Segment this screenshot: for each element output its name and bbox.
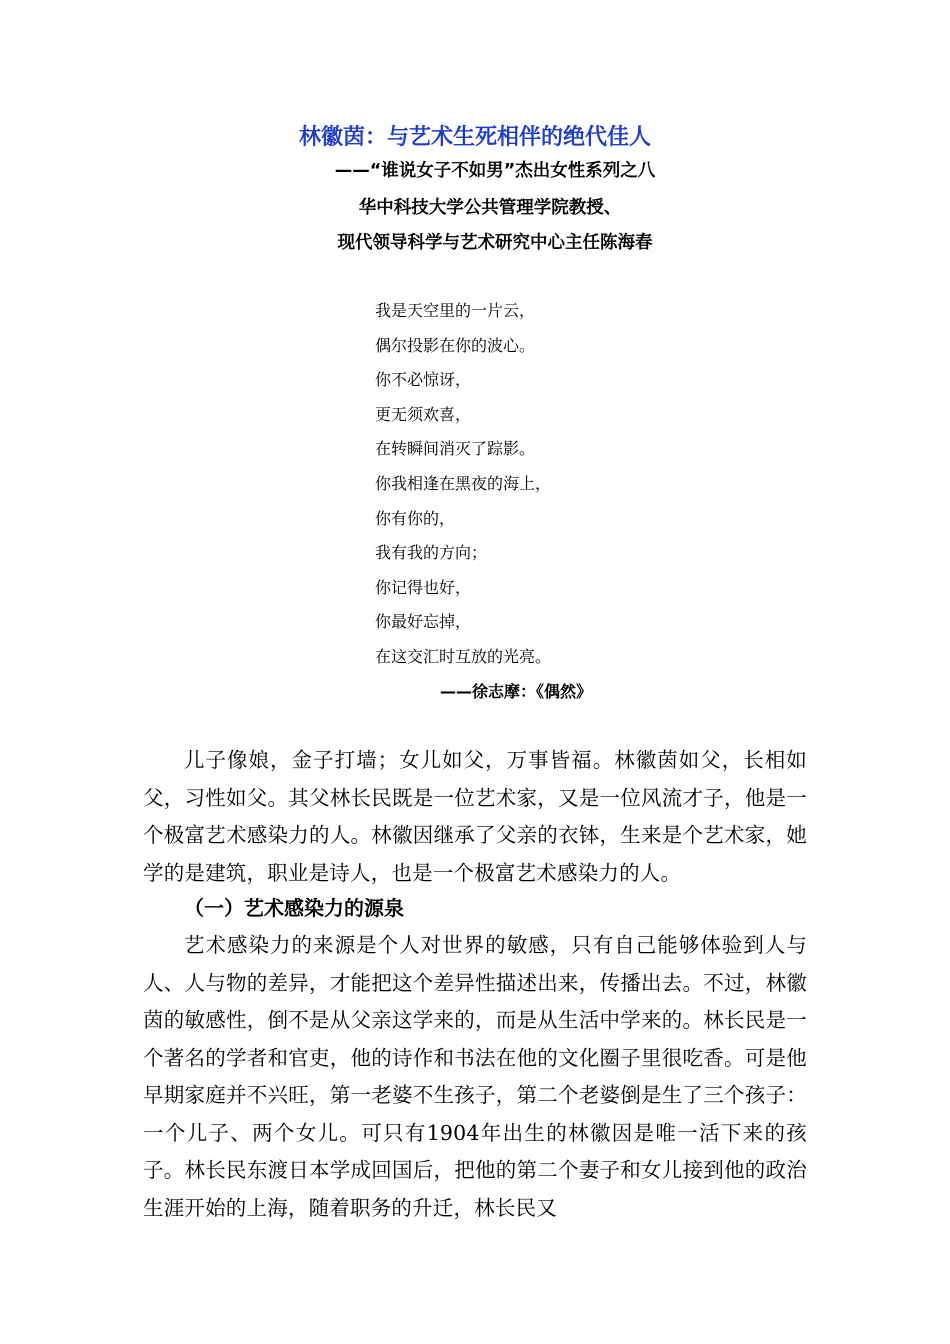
section-heading: （一）艺术感染力的源泉 xyxy=(184,896,404,920)
poem-line: 你我相逢在黑夜的海上， xyxy=(375,473,552,493)
poem-line: 你最好忘掉， xyxy=(375,612,472,632)
body-paragraph-2 xyxy=(143,927,807,1227)
poem-line: 更无须欢喜， xyxy=(375,404,472,424)
author-title: 现代领导科学与艺术研究中心主任陈海春 xyxy=(337,233,653,253)
poem-line: 在这交汇时互放的光亮。 xyxy=(375,646,552,666)
poem-line: 我是天空里的一片云， xyxy=(375,301,536,320)
poem-attribution: ——徐志摩：《偶然》 xyxy=(440,682,593,701)
poem-line: 在转瞬间消灭了踪影。 xyxy=(375,439,536,459)
poem-block xyxy=(375,299,551,680)
poem-line: 你有你的， xyxy=(375,508,456,528)
poem-line: 你不必惊讶， xyxy=(375,370,472,390)
body-paragraph-1 xyxy=(143,742,807,892)
paragraph-text: 儿子像娘，金子打墙；女儿如父，万事皆福。林徽茵如父，长相如父，习性如父。其父林长民既是一位艺术家，又是一位风流才子，他是一个极富艺术感染力的人。林徽因继承了父亲的衣钵，生来是个艺术家，她学的是建筑，职业是诗人，也是一个极富艺术感染力的人。 xyxy=(143,748,807,885)
paragraph-text: 艺术感染力的来源是个人对世界的敏感，只有自己能够体验到人与人、人与物的差异，才能把这个差异性描述出来，传播出去。不过，林徽茵的敏感性，倒不是从父亲这学来的，而是从生活中学来的。林长民是一个著名的学者和官吏，他的诗作和书法在他的文化圈子里很吃香。可是他早期家庭并不兴旺，第一老婆不生孩子，第二个老婆倒是生了三个孩子：一个儿子、两个女儿。可只有1904年出生的林徽因是唯一活下来的孩子。林长民东渡日本学成回国后，把他的第二个妻子和女儿接到他的政治生涯开始的上海，随着职务的升迁，林长民又 xyxy=(143,933,807,1220)
poem-line: 你记得也好， xyxy=(375,577,472,597)
article-title: 林徽茵：与艺术生死相伴的绝代佳人 xyxy=(298,125,651,150)
poem-line: 偶尔投影在你的波心。 xyxy=(375,335,536,355)
article-subtitle: ——“谁说女子不如男”杰出女性系列之八 xyxy=(334,161,656,181)
poem-line: 我有我的方向； xyxy=(375,543,488,563)
author-affiliation: 华中科技大学公共管理学院教授、 xyxy=(358,198,622,218)
